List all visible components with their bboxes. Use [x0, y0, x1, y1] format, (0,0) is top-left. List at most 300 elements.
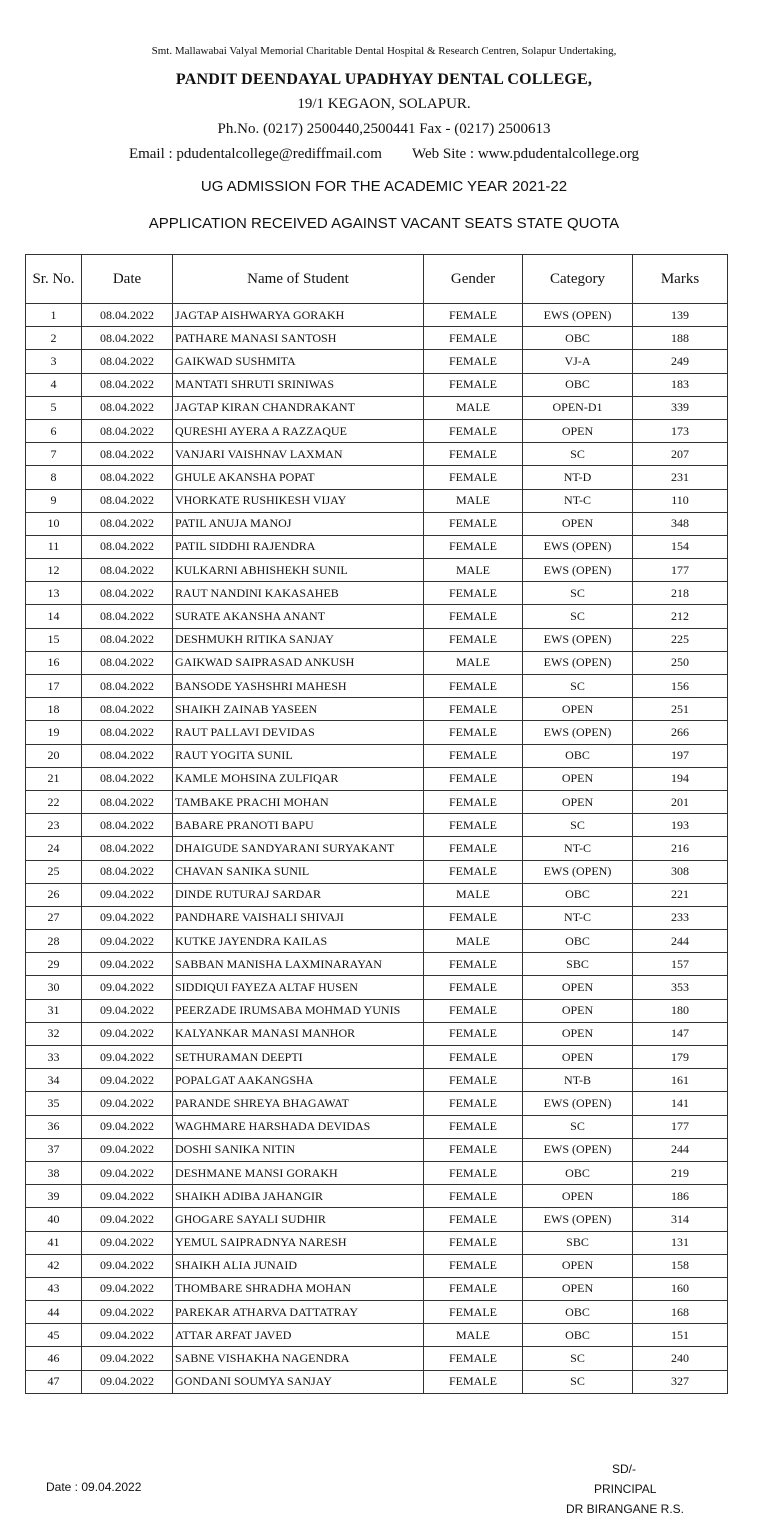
cell-name: SURATE AKANSHA ANANT [173, 605, 424, 628]
cell-name: RAUT NANDINI KAKASAHEB [173, 582, 424, 605]
cell-marks: 244 [633, 930, 728, 953]
cell-marks: 173 [633, 419, 728, 442]
cell-sr-no: 41 [26, 1231, 82, 1254]
cell-date: 09.04.2022 [82, 930, 173, 953]
cell-sr-no: 12 [26, 559, 82, 582]
cell-marks: 156 [633, 675, 728, 698]
cell-sr-no: 27 [26, 906, 82, 929]
table-row [26, 790, 728, 813]
cell-name: BANSODE YASHSHRI MAHESH [173, 675, 424, 698]
cell-date: 08.04.2022 [82, 721, 173, 744]
cell-name: SETHURAMAN DEEPTI [173, 1046, 424, 1069]
cell-sr-no: 10 [26, 512, 82, 535]
cell-marks: 327 [633, 1370, 728, 1393]
cell-date: 09.04.2022 [82, 1185, 173, 1208]
cell-category: OPEN [523, 1185, 633, 1208]
cell-marks: 186 [633, 1185, 728, 1208]
subject-title: APPLICATION RECEIVED AGAINST VACANT SEATS STATE QUOTA [148, 215, 620, 232]
cell-marks: 141 [633, 1092, 728, 1115]
cell-gender: FEMALE [424, 1138, 523, 1161]
cell-date: 08.04.2022 [82, 860, 173, 883]
header-category: Category [523, 255, 633, 304]
cell-gender: FEMALE [424, 1046, 523, 1069]
cell-gender: FEMALE [424, 628, 523, 651]
table-row [26, 1231, 728, 1254]
cell-marks: 139 [633, 304, 728, 327]
cell-sr-no: 31 [26, 999, 82, 1022]
cell-marks: 221 [633, 883, 728, 906]
cell-date: 09.04.2022 [82, 1277, 173, 1300]
cell-marks: 244 [633, 1138, 728, 1161]
cell-date: 08.04.2022 [82, 582, 173, 605]
cell-name: ATTAR ARFAT JAVED [173, 1324, 424, 1347]
cell-name: MANTATI SHRUTI SRINIWAS [173, 373, 424, 396]
cell-sr-no: 14 [26, 605, 82, 628]
cell-category: OBC [523, 373, 633, 396]
table-row [26, 767, 728, 790]
document-date: Date : 09.04.2022 [46, 1480, 142, 1494]
cell-marks: 201 [633, 790, 728, 813]
cell-category: EWS (OPEN) [523, 304, 633, 327]
cell-gender: FEMALE [424, 953, 523, 976]
cell-date: 08.04.2022 [82, 814, 173, 837]
cell-sr-no: 18 [26, 698, 82, 721]
cell-sr-no: 4 [26, 373, 82, 396]
cell-marks: 157 [633, 953, 728, 976]
cell-name: GHOGARE SAYALI SUDHIR [173, 1208, 424, 1231]
cell-category: EWS (OPEN) [523, 535, 633, 558]
cell-marks: 225 [633, 628, 728, 651]
cell-date: 08.04.2022 [82, 535, 173, 558]
cell-name: GAIKWAD SUSHMITA [173, 350, 424, 373]
cell-category: SC [523, 814, 633, 837]
cell-sr-no: 42 [26, 1254, 82, 1277]
cell-marks: 231 [633, 466, 728, 489]
cell-name: POPALGAT AAKANGSHA [173, 1069, 424, 1092]
cell-name: PAREKAR ATHARVA DATTATRAY [173, 1301, 424, 1324]
table-row [26, 419, 728, 442]
cell-category: NT-C [523, 837, 633, 860]
cell-name: KAMLE MOHSINA ZULFIQAR [173, 767, 424, 790]
cell-date: 08.04.2022 [82, 790, 173, 813]
cell-sr-no: 25 [26, 860, 82, 883]
cell-category: OPEN [523, 976, 633, 999]
cell-category: EWS (OPEN) [523, 651, 633, 674]
cell-sr-no: 24 [26, 837, 82, 860]
cell-name: JAGTAP KIRAN CHANDRAKANT [173, 396, 424, 419]
cell-date: 08.04.2022 [82, 466, 173, 489]
cell-sr-no: 8 [26, 466, 82, 489]
cell-sr-no: 37 [26, 1138, 82, 1161]
cell-gender: FEMALE [424, 1208, 523, 1231]
cell-name: PANDHARE VAISHALI SHIVAJI [173, 906, 424, 929]
cell-gender: FEMALE [424, 1277, 523, 1300]
cell-marks: 216 [633, 837, 728, 860]
cell-sr-no: 21 [26, 767, 82, 790]
cell-marks: 266 [633, 721, 728, 744]
cell-marks: 339 [633, 396, 728, 419]
cell-category: OPEN [523, 1277, 633, 1300]
cell-sr-no: 38 [26, 1161, 82, 1184]
cell-sr-no: 3 [26, 350, 82, 373]
table-row [26, 559, 728, 582]
table-row [26, 675, 728, 698]
table-row [26, 953, 728, 976]
table-row [26, 1069, 728, 1092]
table-row [26, 721, 728, 744]
table-row [26, 860, 728, 883]
cell-gender: FEMALE [424, 512, 523, 535]
cell-gender: FEMALE [424, 1022, 523, 1045]
cell-category: EWS (OPEN) [523, 1138, 633, 1161]
cell-sr-no: 32 [26, 1022, 82, 1045]
cell-gender: FEMALE [424, 744, 523, 767]
cell-name: KULKARNI ABHISHEKH SUNIL [173, 559, 424, 582]
cell-date: 09.04.2022 [82, 1324, 173, 1347]
cell-marks: 160 [633, 1277, 728, 1300]
cell-sr-no: 29 [26, 953, 82, 976]
cell-name: GONDANI SOUMYA SANJAY [173, 1370, 424, 1393]
cell-gender: MALE [424, 396, 523, 419]
cell-date: 09.04.2022 [82, 1347, 173, 1370]
cell-gender: FEMALE [424, 1115, 523, 1138]
cell-name: WAGHMARE HARSHADA DEVIDAS [173, 1115, 424, 1138]
cell-category: NT-B [523, 1069, 633, 1092]
header-date: Date [82, 255, 173, 304]
cell-gender: FEMALE [424, 675, 523, 698]
cell-date: 08.04.2022 [82, 350, 173, 373]
cell-sr-no: 45 [26, 1324, 82, 1347]
cell-gender: MALE [424, 489, 523, 512]
cell-date: 08.04.2022 [82, 628, 173, 651]
cell-date: 08.04.2022 [82, 327, 173, 350]
table-row [26, 1370, 728, 1393]
cell-category: OBC [523, 883, 633, 906]
cell-date: 09.04.2022 [82, 1301, 173, 1324]
table-row [26, 814, 728, 837]
cell-name: GAIKWAD SAIPRASAD ANKUSH [173, 651, 424, 674]
cell-category: SC [523, 675, 633, 698]
cell-date: 08.04.2022 [82, 373, 173, 396]
cell-category: OPEN [523, 698, 633, 721]
cell-marks: 147 [633, 1022, 728, 1045]
cell-gender: FEMALE [424, 976, 523, 999]
cell-gender: MALE [424, 930, 523, 953]
cell-date: 08.04.2022 [82, 698, 173, 721]
cell-marks: 154 [633, 535, 728, 558]
cell-gender: FEMALE [424, 814, 523, 837]
cell-category: EWS (OPEN) [523, 1092, 633, 1115]
cell-category: OPEN [523, 1046, 633, 1069]
cell-marks: 179 [633, 1046, 728, 1069]
cell-sr-no: 40 [26, 1208, 82, 1231]
cell-sr-no: 43 [26, 1277, 82, 1300]
cell-gender: FEMALE [424, 327, 523, 350]
cell-gender: FEMALE [424, 767, 523, 790]
cell-marks: 151 [633, 1324, 728, 1347]
cell-sr-no: 1 [26, 304, 82, 327]
trust-line: Smt. Mallawabai Valyal Memorial Charitable Dental Hospital & Research Centren, Solapur Undertaking, [151, 45, 617, 57]
cell-date: 08.04.2022 [82, 651, 173, 674]
table-row [26, 1138, 728, 1161]
cell-sr-no: 19 [26, 721, 82, 744]
applications-table [25, 254, 728, 1394]
table-header-row [26, 255, 728, 304]
cell-gender: FEMALE [424, 1069, 523, 1092]
cell-marks: 161 [633, 1069, 728, 1092]
contact-line [0, 146, 768, 163]
cell-category: OPEN [523, 767, 633, 790]
cell-category: SBC [523, 1231, 633, 1254]
table-row [26, 999, 728, 1022]
cell-gender: FEMALE [424, 350, 523, 373]
cell-category: EWS (OPEN) [523, 1208, 633, 1231]
cell-category: EWS (OPEN) [523, 860, 633, 883]
signatory-name: DR BIRANGANE R.S. [566, 1502, 685, 1516]
cell-name: SIDDIQUI FAYEZA ALTAF HUSEN [173, 976, 424, 999]
college-address: 19/1 KEGAON, SOLAPUR. [297, 96, 471, 112]
cell-marks: 193 [633, 814, 728, 837]
cell-date: 09.04.2022 [82, 1092, 173, 1115]
cell-sr-no: 33 [26, 1046, 82, 1069]
cell-gender: FEMALE [424, 1185, 523, 1208]
cell-marks: 197 [633, 744, 728, 767]
table-row [26, 512, 728, 535]
email-text: Email : pdudentalcollege@rediffmail.com [128, 146, 382, 162]
cell-marks: 233 [633, 906, 728, 929]
cell-name: KALYANKAR MANASI MANHOR [173, 1022, 424, 1045]
cell-sr-no: 7 [26, 443, 82, 466]
cell-category: EWS (OPEN) [523, 559, 633, 582]
cell-gender: MALE [424, 1324, 523, 1347]
cell-date: 09.04.2022 [82, 976, 173, 999]
cell-category: SC [523, 1370, 633, 1393]
cell-category: SBC [523, 953, 633, 976]
table-row [26, 1022, 728, 1045]
cell-sr-no: 6 [26, 419, 82, 442]
table-body [26, 304, 728, 1394]
cell-date: 09.04.2022 [82, 999, 173, 1022]
cell-name: PATIL SIDDHI RAJENDRA [173, 535, 424, 558]
cell-gender: FEMALE [424, 1370, 523, 1393]
cell-name: VHORKATE RUSHIKESH VIJAY [173, 489, 424, 512]
table-row [26, 906, 728, 929]
cell-date: 09.04.2022 [82, 1069, 173, 1092]
cell-gender: FEMALE [424, 1347, 523, 1370]
cell-category: OBC [523, 744, 633, 767]
cell-name: PEERZADE IRUMSABA MOHMAD YUNIS [173, 999, 424, 1022]
cell-marks: 308 [633, 860, 728, 883]
cell-sr-no: 34 [26, 1069, 82, 1092]
table-row [26, 1046, 728, 1069]
header-name: Name of Student [173, 255, 424, 304]
cell-gender: MALE [424, 651, 523, 674]
table-row [26, 1208, 728, 1231]
cell-sr-no: 17 [26, 675, 82, 698]
table-row [26, 651, 728, 674]
cell-sr-no: 2 [26, 327, 82, 350]
cell-sr-no: 11 [26, 535, 82, 558]
cell-gender: FEMALE [424, 466, 523, 489]
table-row [26, 327, 728, 350]
cell-gender: FEMALE [424, 443, 523, 466]
cell-sr-no: 15 [26, 628, 82, 651]
cell-date: 09.04.2022 [82, 1022, 173, 1045]
cell-gender: FEMALE [424, 906, 523, 929]
cell-marks: 251 [633, 698, 728, 721]
cell-date: 09.04.2022 [82, 1370, 173, 1393]
cell-gender: FEMALE [424, 1092, 523, 1115]
cell-category: SC [523, 1115, 633, 1138]
cell-name: DESHMUKH RITIKA SANJAY [173, 628, 424, 651]
cell-gender: FEMALE [424, 999, 523, 1022]
website-text: Web Site : www.pdudentalcollege.org [411, 146, 640, 162]
cell-gender: FEMALE [424, 535, 523, 558]
table-row [26, 1092, 728, 1115]
cell-category: OBC [523, 1324, 633, 1347]
cell-category: OPEN [523, 1254, 633, 1277]
cell-name: PATIL ANUJA MANOJ [173, 512, 424, 535]
cell-date: 09.04.2022 [82, 1208, 173, 1231]
cell-category: OPEN [523, 790, 633, 813]
cell-sr-no: 20 [26, 744, 82, 767]
cell-marks: 348 [633, 512, 728, 535]
table-row [26, 976, 728, 999]
cell-date: 09.04.2022 [82, 1115, 173, 1138]
cell-gender: FEMALE [424, 837, 523, 860]
table-row [26, 837, 728, 860]
cell-name: SABNE VISHAKHA NAGENDRA [173, 1347, 424, 1370]
table-row [26, 1347, 728, 1370]
table-row [26, 396, 728, 419]
cell-sr-no: 35 [26, 1092, 82, 1115]
cell-sr-no: 36 [26, 1115, 82, 1138]
cell-gender: FEMALE [424, 790, 523, 813]
cell-name: KUTKE JAYENDRA KAILAS [173, 930, 424, 953]
cell-category: OPEN [523, 512, 633, 535]
cell-sr-no: 22 [26, 790, 82, 813]
table-row [26, 930, 728, 953]
cell-name: SHAIKH ADIBA JAHANGIR [173, 1185, 424, 1208]
cell-sr-no: 23 [26, 814, 82, 837]
cell-name: SHAIKH ALIA JUNAID [173, 1254, 424, 1277]
cell-sr-no: 47 [26, 1370, 82, 1393]
cell-name: VANJARI VAISHNAV LAXMAN [173, 443, 424, 466]
cell-marks: 177 [633, 559, 728, 582]
cell-category: OBC [523, 1301, 633, 1324]
cell-sr-no: 39 [26, 1185, 82, 1208]
table-row [26, 1324, 728, 1347]
cell-date: 08.04.2022 [82, 396, 173, 419]
cell-name: BABARE PRANOTI BAPU [173, 814, 424, 837]
cell-marks: 158 [633, 1254, 728, 1277]
cell-name: CHAVAN SANIKA SUNIL [173, 860, 424, 883]
table-row [26, 535, 728, 558]
cell-name: DESHMANE MANSI GORAKH [173, 1161, 424, 1184]
cell-sr-no: 46 [26, 1347, 82, 1370]
cell-category: NT-C [523, 489, 633, 512]
cell-date: 08.04.2022 [82, 443, 173, 466]
cell-sr-no: 26 [26, 883, 82, 906]
signature-mark: SD/- [612, 1462, 636, 1476]
cell-gender: FEMALE [424, 605, 523, 628]
admission-title: UG ADMISSION FOR THE ACADEMIC YEAR 2021-22 [200, 178, 568, 195]
table-row [26, 304, 728, 327]
cell-marks: 188 [633, 327, 728, 350]
cell-marks: 314 [633, 1208, 728, 1231]
cell-gender: FEMALE [424, 721, 523, 744]
cell-marks: 180 [633, 999, 728, 1022]
cell-category: EWS (OPEN) [523, 628, 633, 651]
header-sr-no: Sr. No. [26, 255, 82, 304]
cell-category: VJ-A [523, 350, 633, 373]
cell-gender: MALE [424, 559, 523, 582]
table-row [26, 1161, 728, 1184]
cell-marks: 168 [633, 1301, 728, 1324]
table-row [26, 1254, 728, 1277]
cell-sr-no: 30 [26, 976, 82, 999]
cell-gender: FEMALE [424, 582, 523, 605]
cell-category: OPEN [523, 999, 633, 1022]
cell-name: DHAIGUDE SANDYARANI SURYAKANT [173, 837, 424, 860]
cell-category: SC [523, 1347, 633, 1370]
cell-date: 09.04.2022 [82, 1161, 173, 1184]
cell-date: 09.04.2022 [82, 1138, 173, 1161]
cell-gender: FEMALE [424, 1301, 523, 1324]
table-row [26, 628, 728, 651]
cell-marks: 219 [633, 1161, 728, 1184]
cell-date: 09.04.2022 [82, 883, 173, 906]
cell-gender: FEMALE [424, 1161, 523, 1184]
cell-marks: 218 [633, 582, 728, 605]
cell-gender: FEMALE [424, 698, 523, 721]
cell-sr-no: 28 [26, 930, 82, 953]
cell-gender: FEMALE [424, 373, 523, 396]
table-row [26, 605, 728, 628]
cell-marks: 131 [633, 1231, 728, 1254]
phone-fax-line: Ph.No. (0217) 2500440,2500441 Fax - (0217) 2500613 [217, 121, 551, 137]
cell-category: NT-D [523, 466, 633, 489]
cell-category: OPEN [523, 419, 633, 442]
cell-name: RAUT YOGITA SUNIL [173, 744, 424, 767]
table-row [26, 582, 728, 605]
cell-date: 09.04.2022 [82, 953, 173, 976]
cell-name: DINDE RUTURAJ SARDAR [173, 883, 424, 906]
table-row [26, 883, 728, 906]
header-gender: Gender [424, 255, 523, 304]
table-row [26, 1277, 728, 1300]
table-row [26, 1185, 728, 1208]
table-row [26, 443, 728, 466]
cell-date: 09.04.2022 [82, 1046, 173, 1069]
table-row [26, 698, 728, 721]
cell-marks: 183 [633, 373, 728, 396]
cell-date: 08.04.2022 [82, 744, 173, 767]
cell-date: 09.04.2022 [82, 1231, 173, 1254]
table-row [26, 350, 728, 373]
cell-category: SC [523, 582, 633, 605]
header-marks: Marks [633, 255, 728, 304]
cell-gender: FEMALE [424, 860, 523, 883]
cell-name: GHULE AKANSHA POPAT [173, 466, 424, 489]
cell-date: 08.04.2022 [82, 837, 173, 860]
cell-marks: 240 [633, 1347, 728, 1370]
cell-marks: 177 [633, 1115, 728, 1138]
cell-name: YEMUL SAIPRADNYA NARESH [173, 1231, 424, 1254]
cell-marks: 207 [633, 443, 728, 466]
cell-name: RAUT PALLAVI DEVIDAS [173, 721, 424, 744]
cell-date: 08.04.2022 [82, 304, 173, 327]
